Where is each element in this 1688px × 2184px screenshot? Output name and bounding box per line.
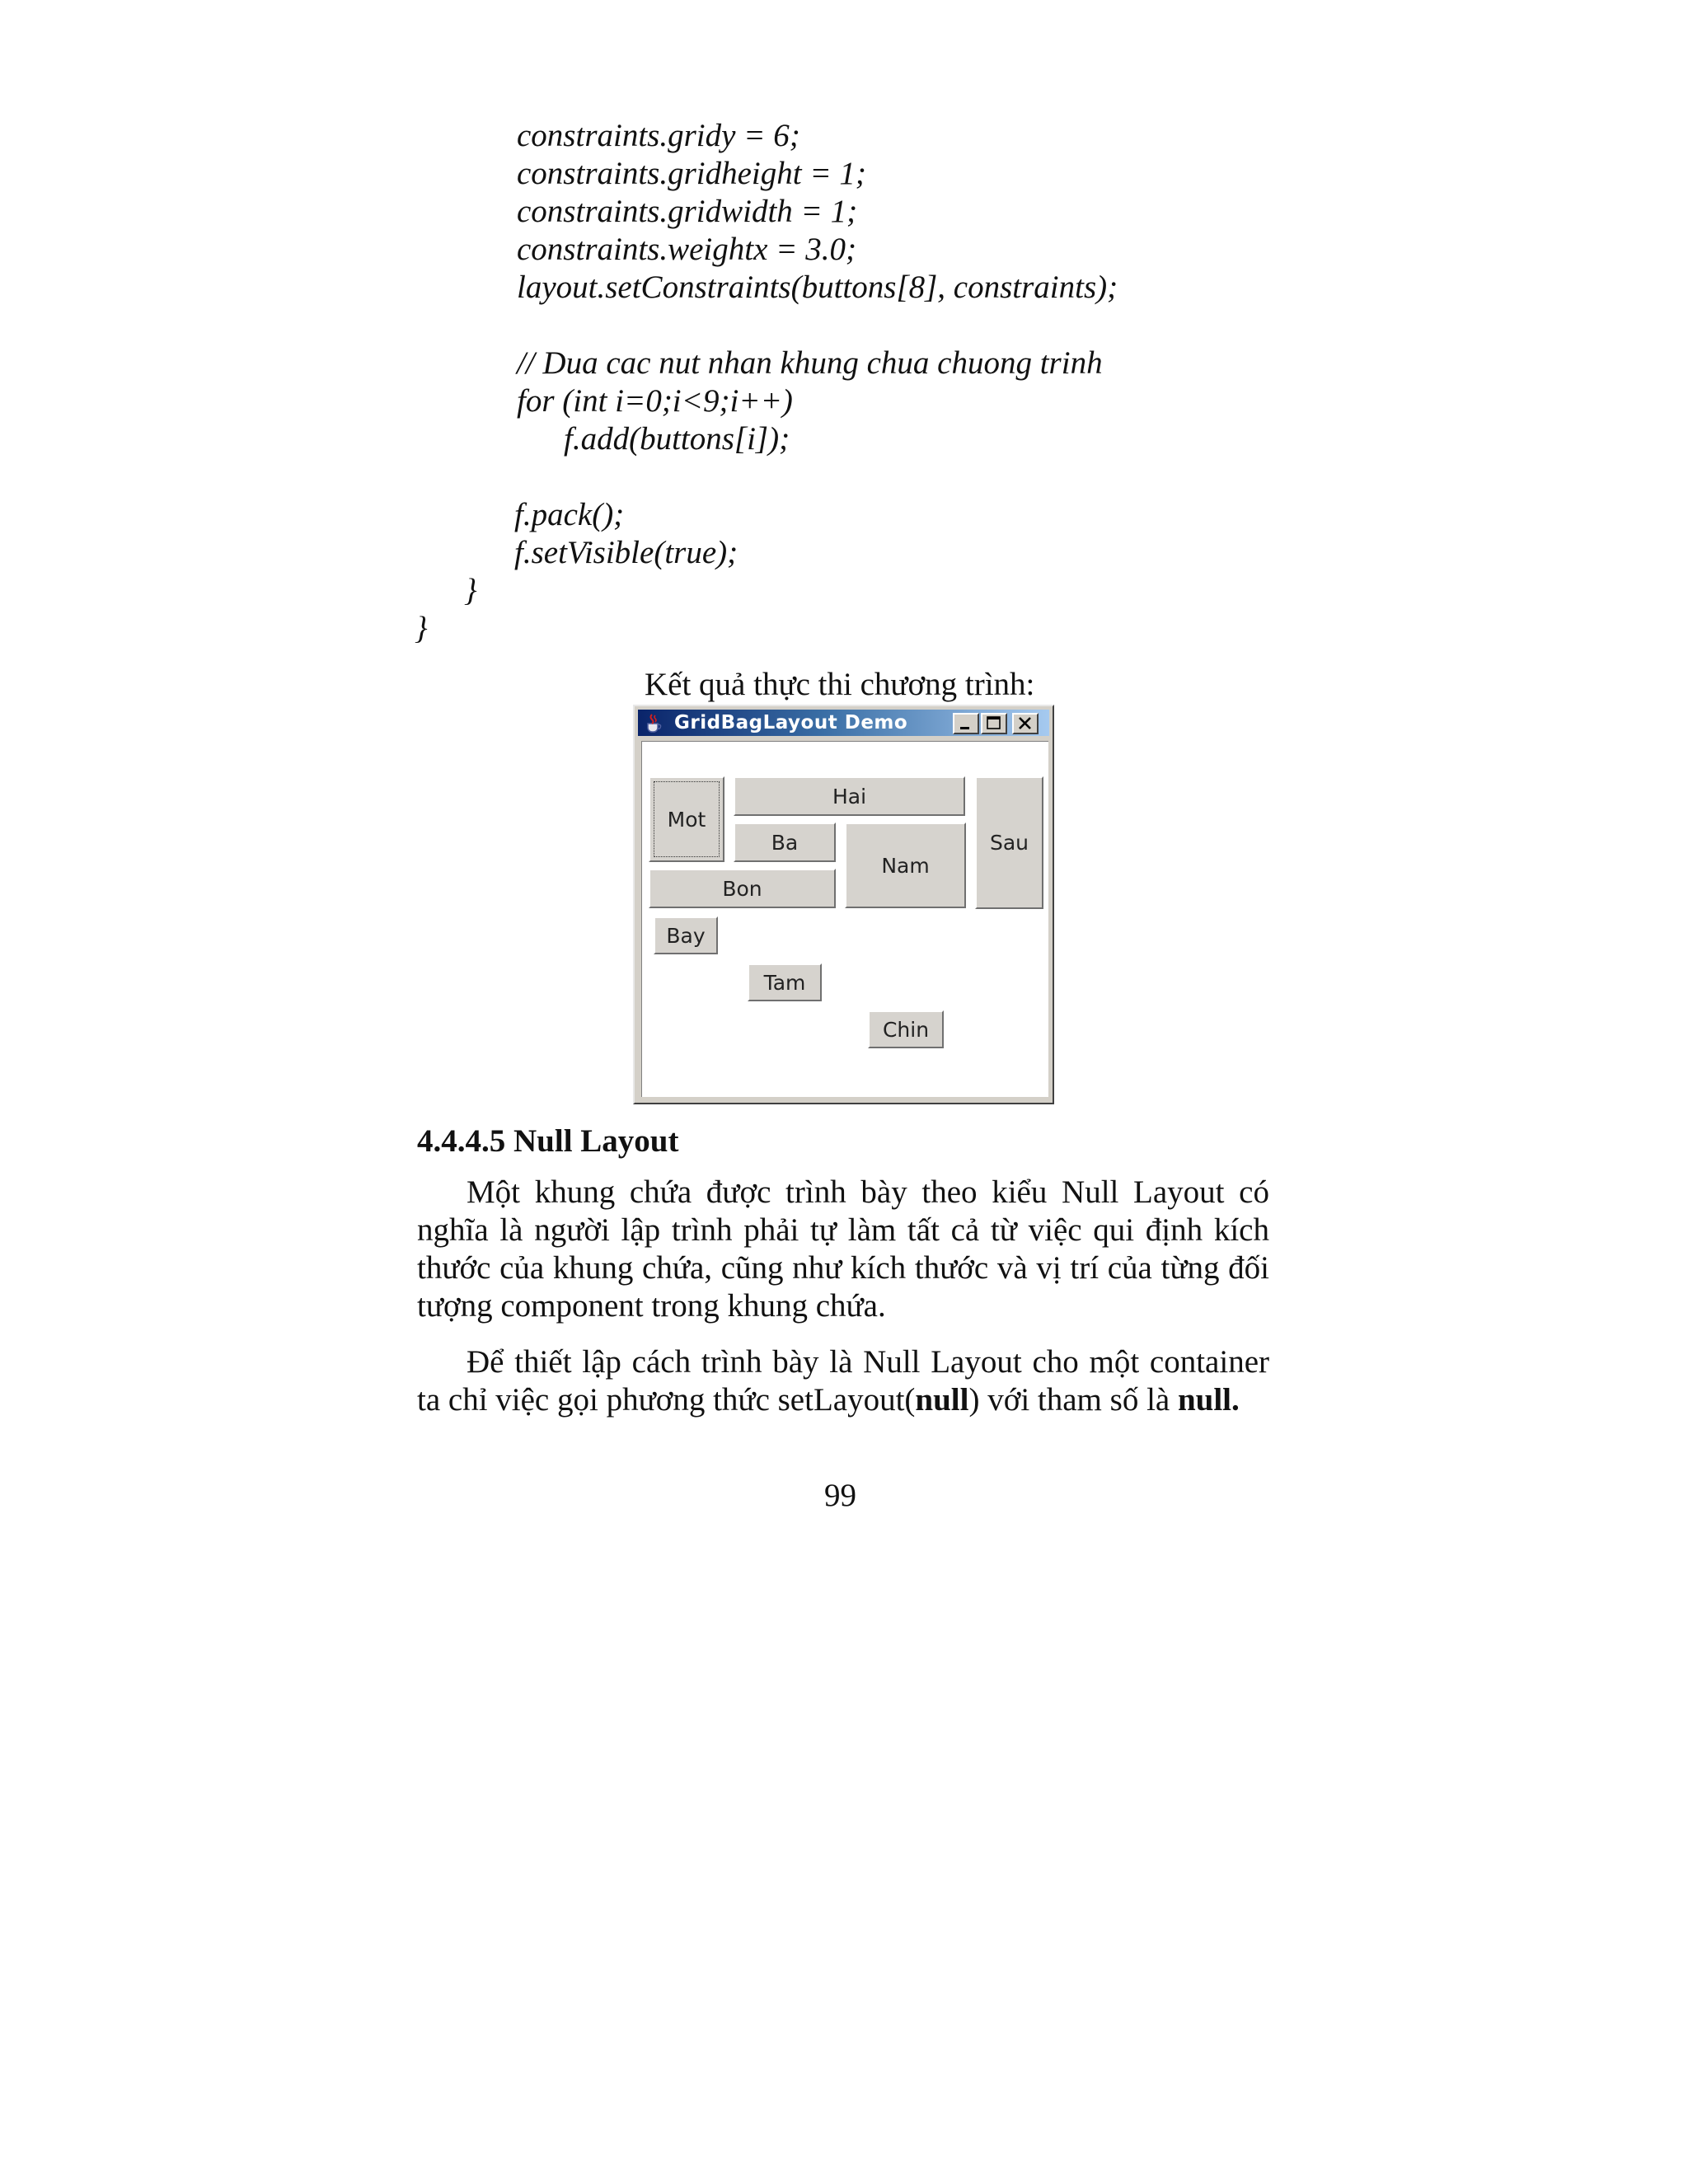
button-chin[interactable]: Chin (868, 1010, 944, 1048)
button-hai[interactable]: Hai (734, 776, 965, 816)
window-title: GridBagLayout Demo (674, 712, 908, 733)
paragraph-2 (417, 1343, 1269, 1419)
minimize-icon (954, 715, 978, 733)
maximize-icon (982, 715, 1006, 733)
close-button[interactable] (1012, 713, 1039, 734)
button-bay[interactable]: Bay (654, 916, 718, 954)
button-mot[interactable]: Mot (649, 776, 724, 862)
button-sau[interactable]: Sau (975, 776, 1043, 909)
button-tam[interactable]: Tam (748, 963, 822, 1001)
minimize-button[interactable] (953, 713, 979, 734)
code-line: layout.setConstraints(buttons[8], constraints); (517, 269, 1118, 305)
code-line: for (int i=0;i<9;i++) (517, 383, 793, 419)
paragraph-2-text: ) với tham số là (968, 1382, 1178, 1418)
code-comment: // Dua cac nut nhan khung chua chuong trinh (517, 345, 1103, 381)
page-number: 99 (824, 1478, 856, 1513)
code-line: f.pack(); (514, 497, 625, 532)
code-line: constraints.gridwidth = 1; (517, 194, 858, 229)
paragraph-2-bold-null: null. (1177, 1382, 1240, 1418)
java-cup-icon (643, 712, 664, 733)
window-title-bar (638, 710, 1049, 736)
paragraph-1: Một khung chứa được trình bày theo kiểu Null Layout có nghĩa là người lập trình phải tự làm tất cả từ việc qui định kích thước của khung chứa, cũng như kích thước và vị trí của từng đối tượng component trong khung chứa. (417, 1174, 1269, 1324)
section-heading: 4.4.4.5 Null Layout (417, 1123, 679, 1159)
code-brace: } (464, 573, 477, 608)
close-icon (1014, 715, 1037, 733)
button-nam[interactable]: Nam (845, 823, 966, 908)
maximize-button[interactable] (981, 713, 1007, 734)
figure-caption: Kết quả thực thi chương trình: (645, 667, 1035, 702)
window-content-pane (641, 741, 1048, 1097)
button-bon[interactable]: Bon (649, 869, 836, 908)
button-ba[interactable]: Ba (734, 823, 836, 862)
paragraph-2-bold-null: null (915, 1382, 969, 1418)
code-brace: } (415, 611, 428, 646)
code-line: f.add(buttons[i]); (564, 421, 790, 457)
gridbag-demo-window (633, 705, 1054, 1104)
code-line: constraints.gridy = 6; (517, 118, 800, 153)
paragraph-2-text: Để thiết lập cách trình bày là Null Layout cho một container ta chỉ việc gọi phương thức setLayout( (417, 1344, 1269, 1418)
code-line: constraints.weightx = 3.0; (517, 232, 856, 267)
code-line: f.setVisible(true); (514, 535, 738, 570)
code-line: constraints.gridheight = 1; (517, 156, 866, 191)
